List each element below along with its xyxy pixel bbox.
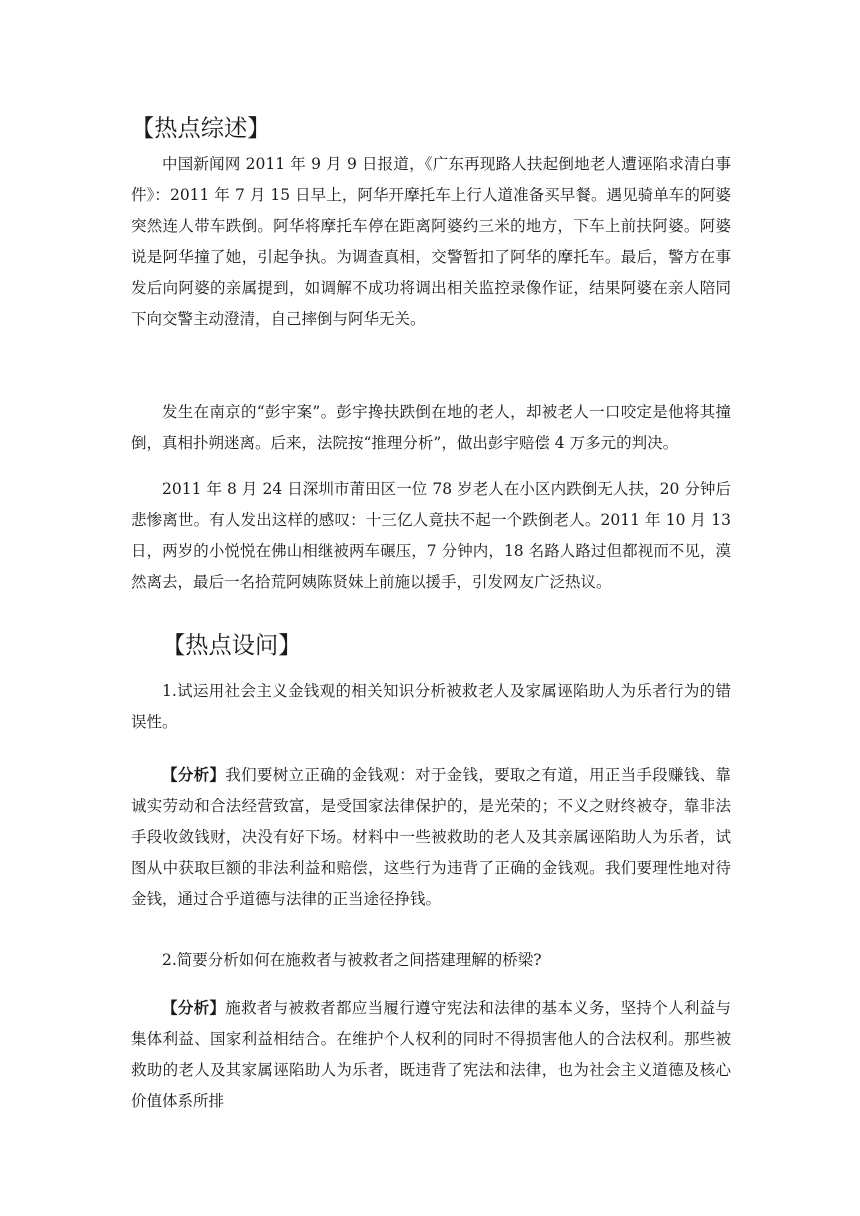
paragraph-pengyu-case: 发生在南京的“彭宇案”。彭宇搀扶跌倒在地的老人，却被老人一口咬定是他将其撞倒，真相扑朔迷离。后来，法院按“推理分析”，做出彭宇赔偿 4 万多元的判决。: [131, 403, 731, 452]
section-heading-overview: 【热点综述】: [131, 115, 271, 142]
paragraph-shenzhen-foshan: 2011 年 8 月 24 日深圳市莆田区一位 78 岁老人在小区内跌倒无人扶，20 分钟后悲惨离世。有人发出这样的感叹：十三亿人竟扶不起一个跌倒老人。2011 年 10 月 13 日，两岁的小悦悦在佛山相继被两车碾压，7 分钟内，18 名路人路过但都视而不见，漠然离去，最后一名拾荒阿姨陈贤妹上前施以援手，引发网友广泛热议。: [131, 480, 731, 591]
analysis-tag: 【分析】: [162, 998, 226, 1017]
paragraph-news-report: 中国新闻网 2011 年 9 月 9 日报道，《广东再现路人扶起倒地老人遭诬陷求清白事件》：2011 年 7 月 15 日早上，阿华开摩托车上行人道准备买早餐。遇见骑单车的阿婆突然连人带车跌倒。阿华将摩托车停在距离阿婆约三米的地方，下车上前扶阿婆。阿婆说是阿华撞了她，引起争执。为调查真相，交警暂扣了阿华的摩托车。最后，警方在事发后向阿婆的亲属提到，如调解不成功将调出相关监控录像作证，结果阿婆在亲人陪同下向交警主动澄清，自己摔倒与阿华无关。: [131, 155, 731, 328]
analysis-1: [131, 759, 731, 915]
question-2: 2.简要分析如何在施救者与被救者之间搭建理解的桥梁?: [162, 951, 542, 969]
analysis-1-text: 我们要树立正确的金钱观：对于金钱，要取之有道，用正当手段赚钱、靠诚实劳动和合法经营致富，是受国家法律保护的，是光荣的；不义之财终被夺，靠非法手段收敛钱财，决没有好下场。材料中一些被救助的老人及其亲属诬陷助人为乐者，试图从中获取巨额的非法利益和赔偿，这些行为违背了正确的金钱观。我们要理性地对待金钱，通过合乎道德与法律的正当途径挣钱。: [131, 766, 731, 908]
analysis-2-text: 施救者与被救者都应当履行遵守宪法和法律的基本义务，坚持个人利益与集体利益、国家利益相结合。在维护个人权利的同时不得损害他人的合法权利。那些被救助的老人及其家属诬陷助人为乐者，既违背了宪法和法律，也为社会主义道德及核心价值体系所排: [131, 999, 731, 1110]
analysis-tag: 【分析】: [162, 765, 226, 784]
analysis-2: [131, 992, 731, 1117]
question-1: 1.试运用社会主义金钱观的相关知识分析被救老人及家属诬陷助人为乐者行为的错误性。: [131, 682, 731, 731]
section-heading-questions: 【热点设问】: [162, 632, 302, 659]
